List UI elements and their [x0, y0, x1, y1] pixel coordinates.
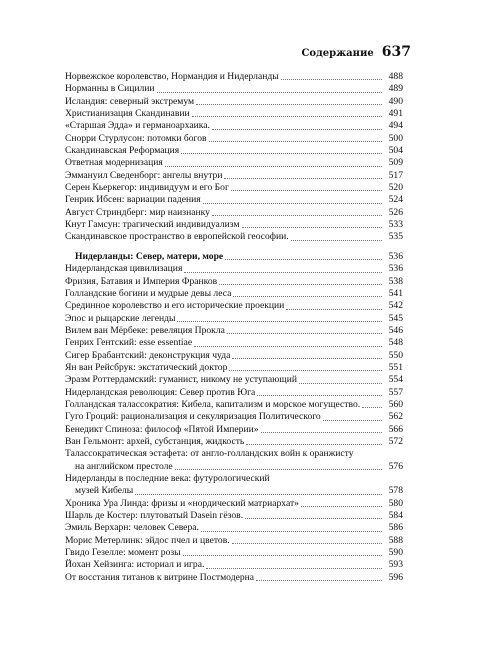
toc-entry-page: 584 [388, 510, 403, 522]
toc-entry-page: 500 [388, 132, 403, 144]
toc-entry-title-line2: на английском престоле [75, 460, 173, 472]
toc-entry-title-line2: музей Кибелы [75, 485, 134, 497]
toc-entry [65, 96, 403, 108]
toc-entry-title: Йохан Хейзинга: историал и игра. [65, 559, 205, 571]
toc-entry-title: Срединное королевство и его исторические проекции [65, 300, 285, 312]
toc-entry [65, 288, 403, 300]
toc-entry-page: 491 [388, 108, 403, 120]
toc-entry [65, 411, 403, 423]
toc-entry [65, 337, 403, 349]
leader-dots [286, 309, 382, 310]
leader-dots [232, 358, 382, 359]
toc-entry-title: Нидерландская революция: Север против Юга [65, 386, 256, 398]
toc-entry-page: 596 [388, 571, 403, 583]
toc-entry [65, 325, 403, 337]
toc-entry [65, 71, 403, 83]
toc-entry-title: Генрик Ибсен: вариации падения [65, 194, 201, 206]
toc-entry [65, 145, 403, 157]
toc-entry [65, 559, 403, 571]
leader-dots [362, 407, 382, 408]
toc-entry-page: 562 [388, 411, 403, 423]
toc-entry-title-block [65, 473, 385, 498]
toc-entry-page: 536 [388, 263, 403, 275]
toc-entry-title: Голландские богини и мудрые девы леса [65, 287, 232, 299]
leader-dots [256, 580, 382, 581]
toc-entry-title: От восстания титанов к витрине Постмодерна [65, 571, 255, 583]
toc-entry-title: Исландия: северный экстремум [65, 95, 195, 107]
toc-entry-title: Сигер Брабантский: деконструкция чуда [65, 349, 231, 361]
leader-dots [196, 104, 382, 105]
toc-entry [65, 231, 403, 243]
leader-dots [135, 494, 382, 495]
leader-dots [219, 284, 382, 285]
toc-entry-page: 538 [388, 275, 403, 287]
leader-dots [281, 79, 382, 80]
leader-dots [203, 203, 382, 204]
leader-dots [301, 506, 382, 507]
leader-dots [206, 568, 382, 569]
leader-dots [209, 141, 382, 142]
toc-entry [65, 276, 403, 288]
toc-entry-page: 586 [388, 522, 403, 534]
toc-entry-page: 542 [388, 300, 403, 312]
toc-entry [65, 157, 403, 169]
toc-entry [65, 120, 403, 132]
running-header-title: Содержание [301, 48, 374, 59]
toc-entry-page: 545 [388, 312, 403, 324]
toc-entry-page: 566 [388, 423, 403, 435]
toc-entry-page: 554 [388, 374, 403, 386]
toc-section-heading [65, 251, 403, 263]
toc-entry-page: 546 [388, 324, 403, 336]
toc-entry-page: 504 [388, 145, 403, 157]
leader-dots [291, 240, 382, 241]
leader-dots [224, 178, 382, 179]
toc-entry-page: 588 [388, 534, 403, 546]
toc-entry [65, 387, 403, 399]
toc-entry [65, 313, 403, 325]
leader-dots [177, 321, 382, 322]
toc-entry-title: Норманны в Сицилии [65, 83, 155, 95]
toc-entry-page: 520 [388, 182, 403, 194]
leader-dots [261, 432, 382, 433]
toc-entry-title: Нидерландская цивилизация [65, 263, 183, 275]
toc-entry-page: 593 [388, 559, 403, 571]
toc-entry-title: Шарль де Костер: плутоватый Dasein гёзов. [65, 510, 244, 522]
toc-entry-title: Хроника Ура Линда: фризы и «нордический матриархат» [65, 497, 299, 509]
toc-entry [65, 374, 403, 386]
toc-entry-title: Норвежское королевство, Нормандия и Нидерланды [65, 71, 279, 82]
toc-entry-line2-row [65, 485, 385, 497]
toc-entry-page: 517 [388, 169, 403, 181]
toc-entry [65, 362, 403, 374]
leader-dots [194, 346, 382, 347]
toc-entry-title: Снорри Стурлусон: потомки богов [65, 132, 207, 144]
toc-entry-title: Голландская талассократия: Кибела, капитализм и морское могущество. [65, 398, 361, 410]
toc-entry [65, 83, 403, 95]
toc-entry [65, 350, 403, 362]
leader-dots [192, 116, 382, 117]
toc-entry [65, 498, 403, 510]
toc-entry-title-block [65, 448, 385, 473]
leader-dots [242, 227, 382, 228]
toc-entry-title: Фризия, Батавия и Империя Франков [65, 275, 218, 287]
toc-entry-page: 490 [388, 95, 403, 107]
toc-entry-title: Эммануил Сведенборг: ангелы внутри [65, 169, 223, 181]
toc-entry [65, 572, 403, 584]
toc-entry-page: 533 [388, 219, 403, 231]
toc-entry-page: 541 [388, 287, 403, 299]
toc-entry-page: 488 [388, 71, 403, 82]
toc-entry-line2-row [65, 461, 385, 473]
toc-entry [65, 194, 403, 206]
toc-entry [65, 436, 403, 448]
toc-entry [65, 300, 403, 312]
toc-entry-title: Эмиль Верхарн: человек Севера. [65, 522, 199, 534]
toc-entry [65, 207, 403, 219]
leader-dots [157, 92, 382, 93]
toc-entry-page: 535 [388, 231, 403, 243]
toc-entry [65, 510, 403, 522]
toc-entry [65, 108, 403, 120]
leader-dots [181, 153, 382, 154]
toc-entry [65, 133, 403, 145]
toc-entry [65, 399, 403, 411]
toc-entry-page: 524 [388, 194, 403, 206]
toc-entry-title: Христианизация Скандинавии [65, 108, 190, 120]
toc-entry-title: Бенедикт Спиноза: философ «Пятой Империи» [65, 423, 259, 435]
leader-dots [233, 296, 382, 297]
toc-entry [65, 535, 403, 547]
toc-entry-multiline [65, 473, 403, 498]
toc-entry-title: Генрих Гентский: esse essentiae [65, 337, 193, 349]
leader-dots [184, 272, 382, 273]
toc-entry-title: Гуго Гроций: рационализация и секуляризация Политического [65, 411, 321, 423]
leader-dots [229, 370, 382, 371]
toc-entry-title-line1: Талассократическая эстафета: от англо-голландских войн к оранжисту [65, 448, 354, 460]
toc-entry-title: Морис Метерлинк: эйдос пчел и цветов. [65, 534, 230, 546]
toc-entry-page: 576 [388, 460, 403, 472]
toc-entry-page: 494 [388, 120, 403, 132]
toc-entry-multiline [65, 448, 403, 473]
leader-dots [323, 420, 382, 421]
toc-entry [65, 263, 403, 275]
table-of-contents [65, 71, 403, 584]
toc-entry-page: 590 [388, 547, 403, 559]
toc-entry-page: 509 [388, 157, 403, 169]
leader-dots [201, 531, 382, 532]
toc-entry-page: 578 [388, 485, 403, 497]
toc-entry [65, 170, 403, 182]
leader-dots [245, 518, 382, 519]
leader-dots [165, 166, 382, 167]
leader-dots [299, 383, 382, 384]
toc-entry-page: 557 [388, 386, 403, 398]
toc-entry-title: Серен Кьеркегор: индивидуум и его Бог [65, 182, 229, 194]
toc-entry-title: Гвидо Гезелле: момент розы [65, 547, 181, 559]
toc-entry-page: 560 [388, 398, 403, 410]
toc-entry-title: Ответная модернизация [65, 157, 163, 169]
leader-dots [246, 444, 382, 445]
toc-entry [65, 182, 403, 194]
leader-dots [183, 555, 382, 556]
toc-entry-title-line1: Нидерланды в последние века: футурологический [65, 473, 270, 484]
toc-entry-title: «Старшая Эдда» и германоархаика. [65, 120, 210, 132]
leader-dots [212, 215, 382, 216]
toc-entry [65, 219, 403, 231]
toc-entry-page: 550 [388, 349, 403, 361]
leader-dots [257, 395, 382, 396]
page-header [301, 44, 411, 60]
leader-dots [231, 190, 382, 191]
leader-dots [232, 543, 382, 544]
toc-entry-title: Скандинавское пространство в европейской геософии. [65, 231, 289, 243]
toc-entry-page: 548 [388, 337, 403, 349]
leader-dots [227, 333, 382, 334]
page-number: 637 [381, 44, 411, 60]
toc-entry-title: Эпос и рыцарские легенды [65, 312, 176, 324]
section-heading-title: Нидерланды: Север, матери, море [75, 250, 224, 262]
leader-dots [175, 469, 382, 470]
toc-entry-page: 489 [388, 83, 403, 95]
toc-entry-page: 572 [388, 435, 403, 447]
toc-entry-title: Кнут Гамсун: трагический индивидуализм [65, 219, 240, 231]
toc-entry-page: 526 [388, 206, 403, 218]
toc-entry-page: 551 [388, 361, 403, 373]
toc-entry-page: 580 [388, 497, 403, 509]
toc-entry-title: Август Стриндберг: мир наизнанку [65, 206, 210, 218]
toc-entry [65, 424, 403, 436]
leader-dots [225, 259, 382, 260]
toc-entry-title: Эразм Роттердамский: гуманист, никому не уступающий [65, 374, 297, 386]
section-heading-page: 536 [388, 250, 403, 262]
toc-entry-title: Скандинавская Реформация [65, 145, 180, 157]
toc-entry-title: Ян ван Рейсбрук: экстатический доктор [65, 361, 228, 373]
toc-entry [65, 522, 403, 534]
toc-entry [65, 547, 403, 559]
toc-entry-title: Вилем ван Мёрбеке: ревеляция Прокла [65, 324, 225, 336]
leader-dots [212, 129, 382, 130]
toc-entry-title: Ван Гельмонт: архей, субстанция, жидкость [65, 435, 245, 447]
